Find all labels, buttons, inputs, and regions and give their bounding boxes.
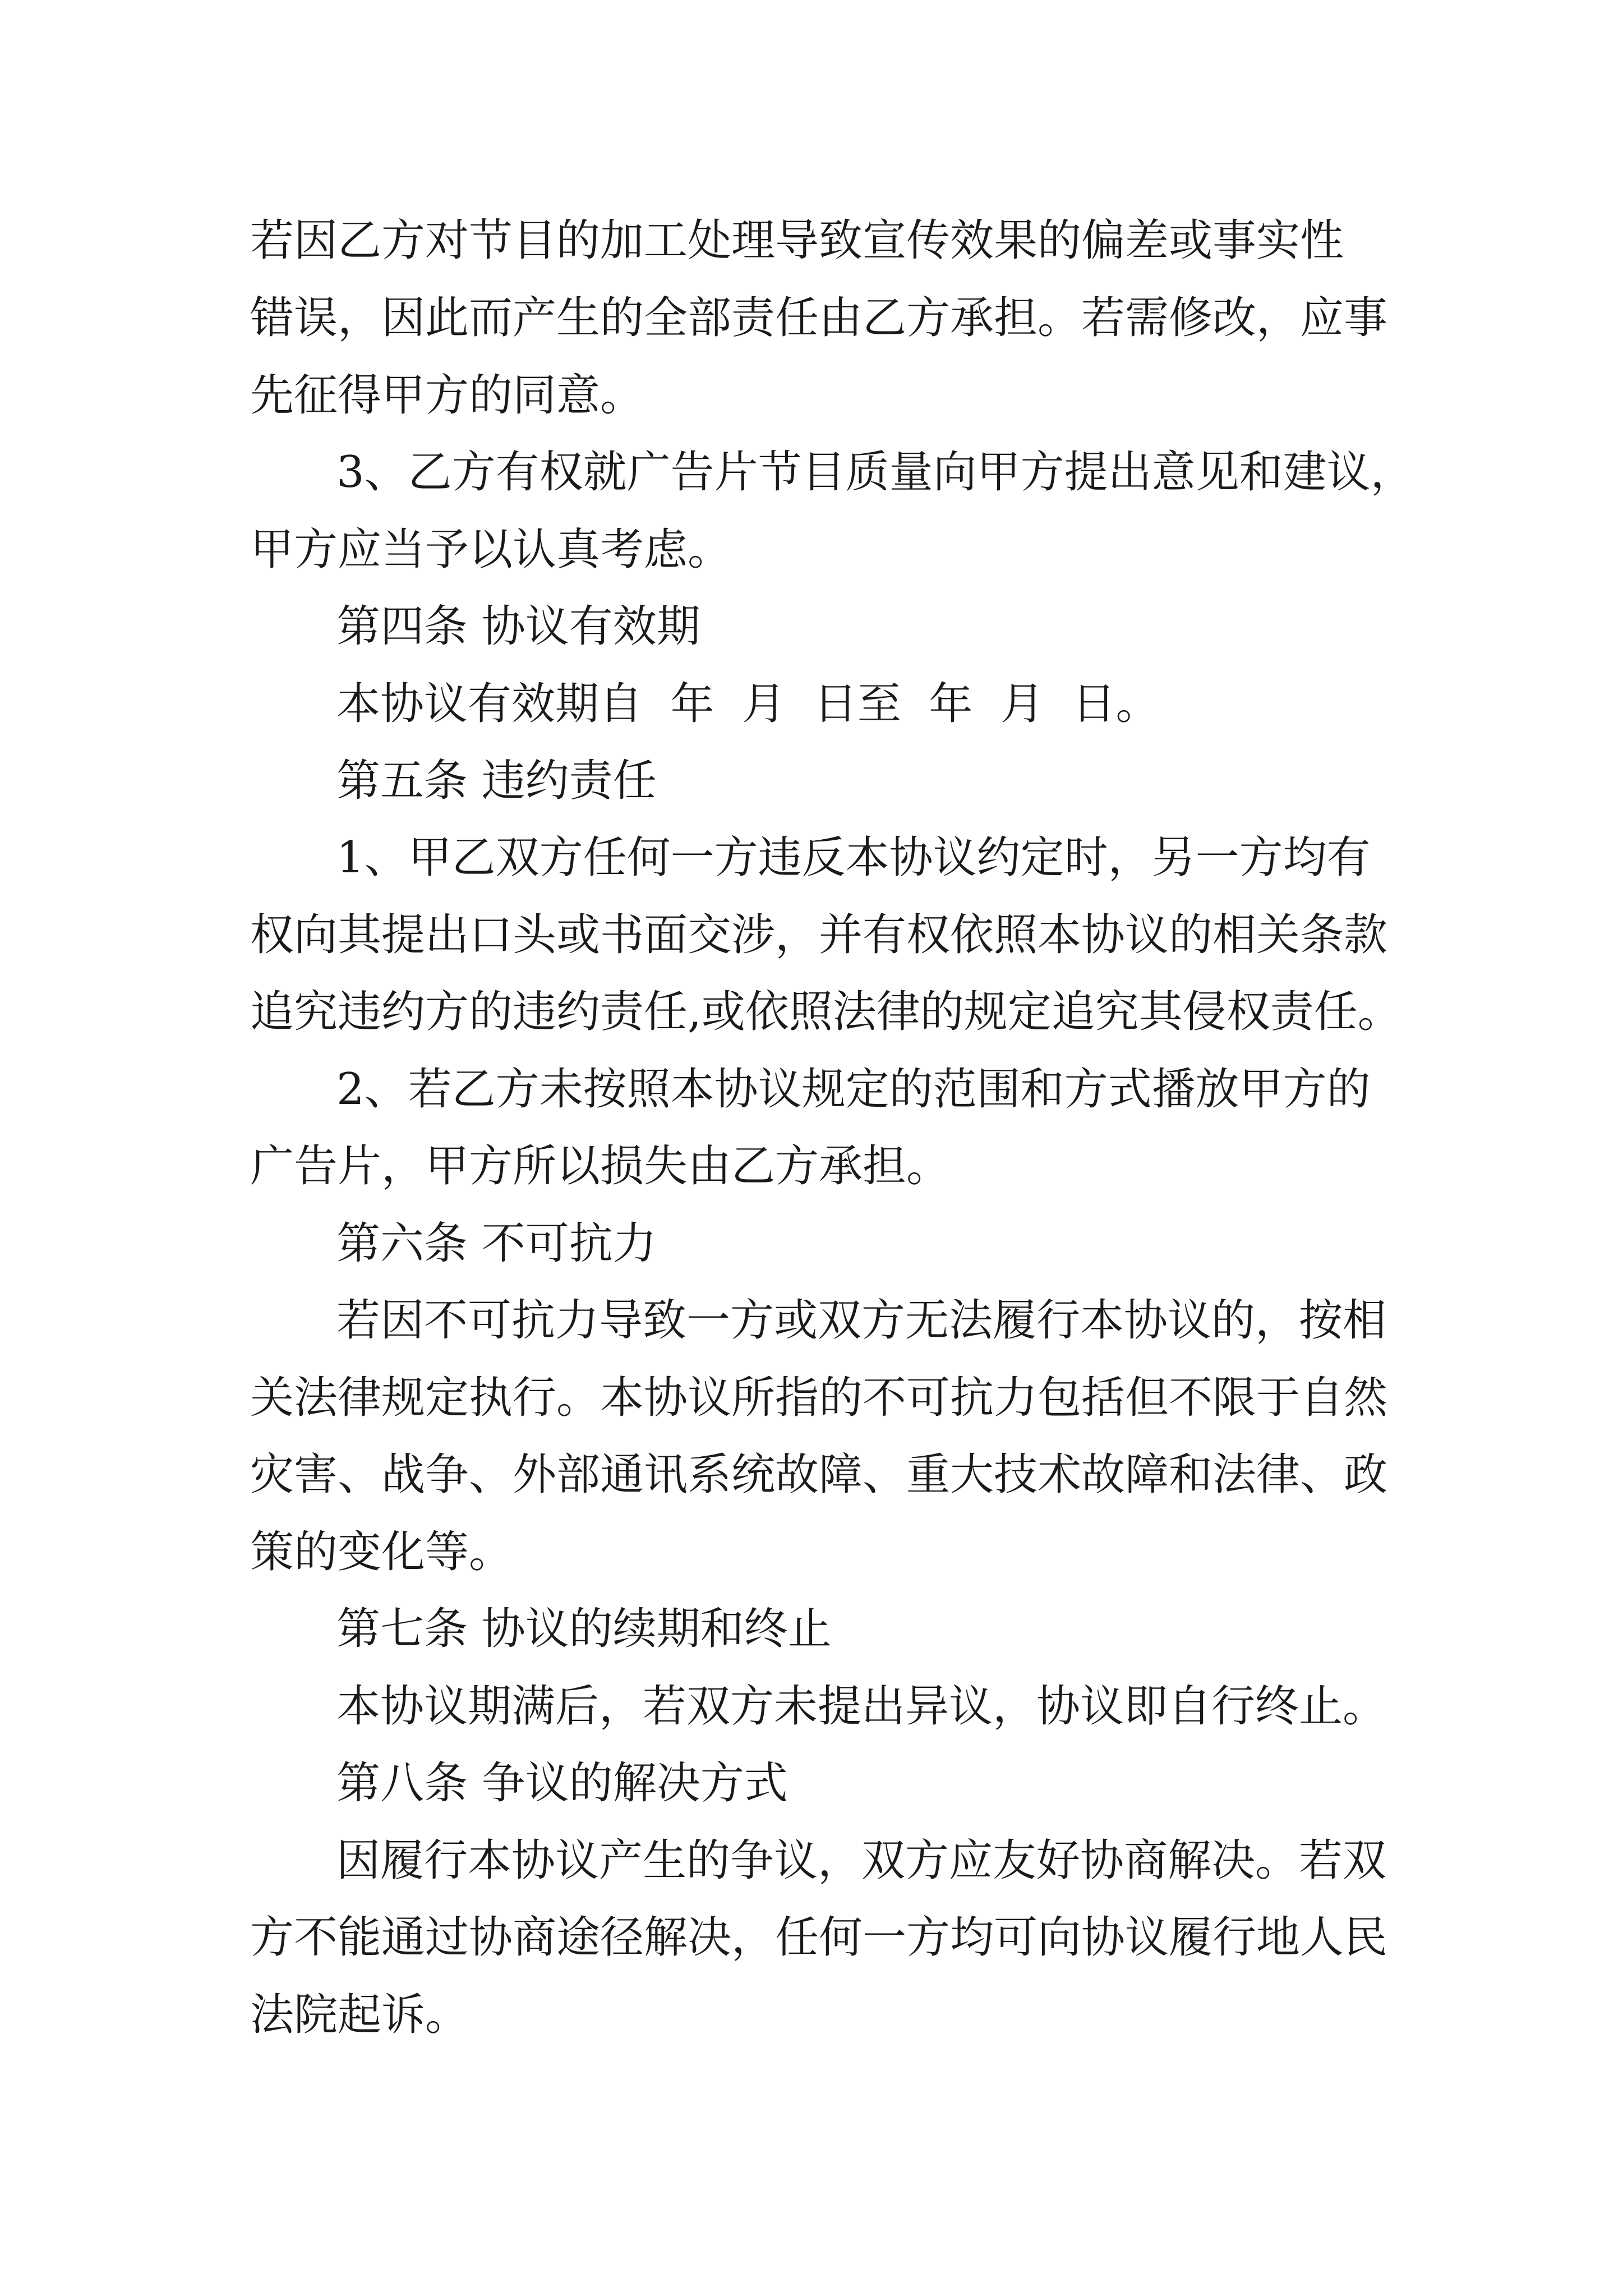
paragraph-line: 广告片，甲方所以损失由乙方承担。 xyxy=(250,1141,951,1191)
paragraph-line: 方不能通过协商途径解决，任何一方均可向协议履行地人民 xyxy=(250,1912,1388,1963)
paragraph-line: 策的变化等。 xyxy=(250,1527,513,1577)
section-heading: 第五条 违约责任 xyxy=(336,756,657,806)
paragraph-line: 3、乙方有权就广告片节目质量向甲方提出意见和建议， xyxy=(336,447,1414,498)
section-heading: 第四条 协议有效期 xyxy=(336,601,700,652)
paragraph-line: 因履行本协议产生的争议，双方应友好协商解决。若双 xyxy=(336,1835,1387,1886)
paragraph-line: 先征得甲方的同意。 xyxy=(250,370,644,421)
paragraph-line: 法院起诉。 xyxy=(250,1990,469,2040)
paragraph-line: 错误，因此而产生的全部责任由乙方承担。若需修改，应事 xyxy=(250,293,1388,343)
section-heading: 第七条 协议的续期和终止 xyxy=(336,1604,832,1654)
paragraph-line: 灾害、战争、外部通讯系统故障、重大技术故障和法律、政 xyxy=(250,1450,1388,1500)
paragraph-line: 2、若乙方未按照本协议规定的范围和方式播放甲方的 xyxy=(336,1064,1371,1115)
paragraph-line: 本协议有效期自 年 月 日至 年 月 日。 xyxy=(336,679,1160,729)
paragraph-line: 关法律规定执行。本协议所指的不可抗力包括但不限于自然 xyxy=(250,1373,1388,1423)
paragraph-line: 权向其提出口头或书面交涉，并有权依照本协议的相关条款 xyxy=(250,910,1388,960)
section-heading: 第八条 争议的解决方式 xyxy=(336,1758,788,1809)
paragraph-line: 本协议期满后，若双方未提出异议，协议即自行终止。 xyxy=(336,1681,1387,1732)
paragraph-line: 若因乙方对节目的加工处理导致宣传效果的偏差或事实性 xyxy=(250,215,1344,266)
paragraph-line: 若因不可抗力导致一方或双方无法履行本协议的，按相 xyxy=(336,1295,1387,1346)
paragraph-line: 1、甲乙双方任何一方违反本协议约定时，另一方均有 xyxy=(336,832,1371,883)
paragraph-line: 追究违约方的违约责任,或依照法律的规定追究其侵权责任。 xyxy=(250,987,1401,1037)
section-heading: 第六条 不可抗力 xyxy=(336,1218,657,1269)
paragraph-line: 甲方应当予以认真考虑。 xyxy=(250,524,732,575)
